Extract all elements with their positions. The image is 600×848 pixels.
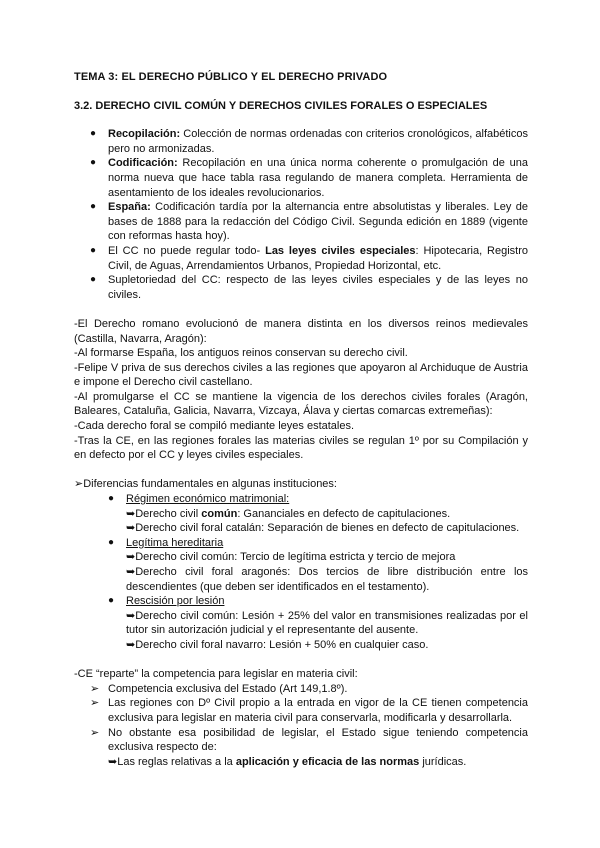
page-title: TEMA 3: EL DERECHO PÚBLICO Y EL DERECHO PRIVADO <box>74 71 388 83</box>
term-bold: Las leyes civiles especiales <box>265 244 416 257</box>
arrow-icon: ➢ <box>90 697 100 710</box>
list-item: ➢ Competencia exclusiva del Estado (Art 149,1.8º). <box>90 682 348 695</box>
arrow-icon: ➢ <box>90 682 100 695</box>
bullet-icon: ● <box>108 493 115 505</box>
bullet-icon: ● <box>108 595 115 607</box>
bullet-icon: ● <box>90 128 97 140</box>
bullet-icon: ● <box>108 536 115 548</box>
bullet-icon: ● <box>90 201 97 213</box>
list-item: ➢ Las regiones con Dº Civil propio a la entrada en vigor de la CE tienen competencia exclusiva para legislar en materia civil para conservarla, modificarla y desarrollarla. <box>90 697 528 724</box>
term-text: El CC no puede regular todo- <box>108 244 266 257</box>
arrow-icon: ➢ <box>90 726 100 739</box>
group-title: Rescisión por lesión <box>126 595 225 608</box>
concepts-list <box>74 127 528 302</box>
difference-line: ➥Derecho civil foral aragonés: Dos tercios de libre distribución entre los descendientes (que deben ser identificados en el testamento). <box>126 566 528 593</box>
difference-line: ➥Derecho civil común: Gananciales en defecto de capitulaciones. <box>126 507 451 520</box>
term-text: Recopilación en una única norma coherente o promulgación de una norma nueva que hace tabla rasa regulando de manera completa. Herramienta de asentamiento de los ideales revolucionarios. <box>108 157 528 199</box>
difference-line: ➥Derecho civil común: Lesión + 25% del valor en transmisiones realizadas por el tutor sin autorización judicial y el representante del ausente. <box>126 609 528 637</box>
ce-subline: ➥Las reglas relativas a la aplicación y eficacia de las normas jurídicas. <box>108 755 467 768</box>
history-paragraph: -Al promulgarse el CC se mantiene la vigencia de los derechos civiles forales (Aragón, Baleares, Cataluña, Galicia, Navarra, Vizcaya, Álava y ciertas comarcas extremeñas): <box>74 390 528 418</box>
term-label: España: <box>108 201 151 214</box>
bullet-icon: ● <box>90 274 97 286</box>
document-content <box>74 70 528 769</box>
term-text: Codificación tardía por la alternancia entre absolutistas y liberales. Ley de bases de 1888 para la redacción del Código Civil. Segunda edición en 1889 (vigente con reformas hasta hoy). <box>108 201 528 243</box>
term-text: Supletoriedad del CC: respecto de las leyes civiles especiales y de las leyes no civiles. <box>108 274 528 301</box>
history-paragraph: -El Derecho romano evolucionó de manera distinta en los diversos reinos medievales (Castilla, Navarra, Aragón): <box>74 317 528 345</box>
bullet-icon: ● <box>90 244 97 256</box>
list-item: ➢ No obstante esa posibilidad de legislar, el Estado sigue teniendo competencia exclusiva respecto de: ➥Las reglas relativas a la aplicación y eficacia de las normas jurídicas. <box>90 726 528 768</box>
list-item <box>74 273 528 302</box>
history-paragraph: -Felipe V priva de sus derechos civiles a las regiones que apoyaron al Archiduque de Austria e impone el Derecho civil castellano. <box>74 361 528 389</box>
term-text: Colección de normas ordenadas con criterios cronológicos, alfabéticos pero no armonizadas. <box>108 128 528 155</box>
term-label: Codificación: <box>108 157 178 170</box>
ce-heading: -CE “reparte” la competencia para legislar en materia civil: <box>74 668 358 681</box>
bullet-icon: ● <box>90 157 97 169</box>
differences-heading: ➢Diferencias fundamentales en algunas instituciones: <box>74 478 337 491</box>
difference-line: ➥Derecho civil común: Tercio de legítima estricta y tercio de mejora <box>126 551 456 564</box>
difference-group <box>108 536 528 551</box>
list-item <box>74 244 528 273</box>
list-item <box>74 156 528 200</box>
difference-group <box>108 594 528 609</box>
list-item <box>74 200 528 244</box>
differences-list <box>74 492 528 653</box>
history-paragraph: -Cada derecho foral se compiló mediante leyes estatales. <box>74 420 355 433</box>
difference-line: ➥Derecho civil foral catalán: Separación de bienes en defecto de capitulaciones. <box>126 522 520 535</box>
list-item <box>74 127 528 156</box>
term-text: : Hipotecaria, Registro Civil, de Aguas, Arrendamientos Urbanos, Propiedad Horizontal, etc. <box>108 244 528 272</box>
difference-line: ➥Derecho civil foral navarro: Lesión + 50% en cualquier caso. <box>126 638 429 651</box>
ce-list <box>74 682 528 770</box>
group-title: Régimen económico matrimonial: <box>126 493 290 506</box>
group-title: Legítima hereditaria <box>126 536 224 549</box>
difference-group <box>108 492 528 507</box>
history-paragraph: -Al formarse España, los antiguos reinos conservan su derecho civil. <box>74 347 408 360</box>
section-subtitle: 3.2. DERECHO CIVIL COMÚN Y DERECHOS CIVILES FORALES O ESPECIALES <box>74 99 488 112</box>
history-paragraph: -Tras la CE, en las regiones forales las materias civiles se regulan 1º por su Compilación y en defecto por el CC y leyes civiles especiales. <box>74 434 528 462</box>
term-label: Recopilación: <box>108 128 181 141</box>
